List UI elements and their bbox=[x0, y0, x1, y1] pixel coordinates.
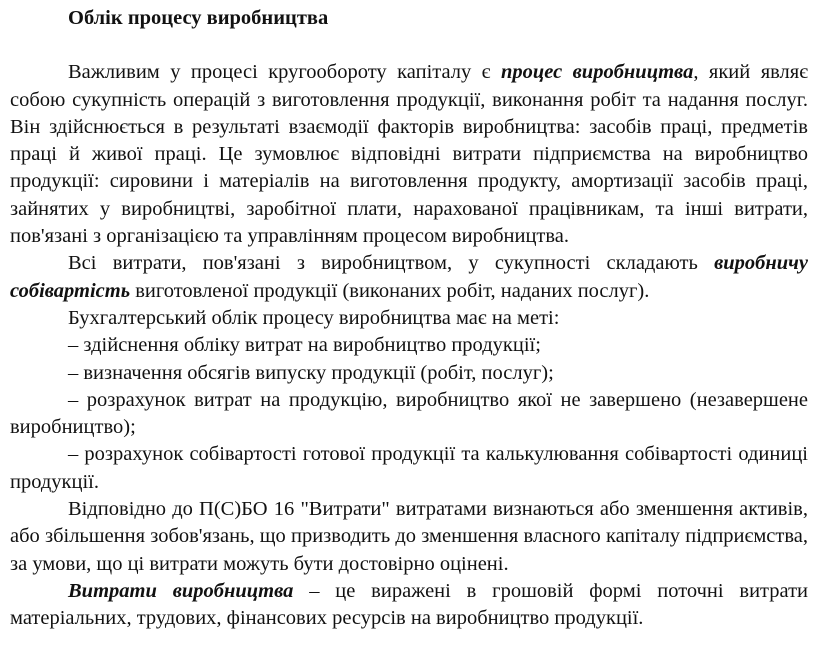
p2-text-b: виготовленої продукції (виконаних робіт, наданих послуг). bbox=[130, 279, 650, 302]
list-item-1: – здійснення обліку витрат на виробництво продукції; bbox=[68, 334, 541, 357]
p5-term: Витрати виробництва bbox=[68, 579, 294, 602]
spacer bbox=[10, 32, 808, 59]
p2-term: виробничу собівартість bbox=[10, 252, 808, 302]
paragraph-3: Бухгалтерський облік процесу виробництва має на меті: bbox=[68, 306, 560, 329]
p1-text-a: Важливим у процесі кругообороту капіталу є bbox=[68, 61, 501, 84]
paragraph-5 bbox=[10, 578, 808, 633]
p1-text-b: , який являє собою сукупність операцій з виготовлення продукції, виконання робіт та надання послуг. Він здійснюється в результаті взаємодії факторів виробництва: засобів праці, предметів праці й живої праці. Це зумовлює відповідні витрати підприємства на виробництво продукції: сировини і матеріалів на виготовлення продукту, амортизації засобів праці, зайнятих у виробництві, заробітної плати, нарахованої працівникам, та інші витрати, пов'язані з організацією та управлінням процесом виробництва. bbox=[10, 61, 808, 248]
list-item-2: – визначення обсягів випуску продукції (робіт, послуг); bbox=[68, 361, 554, 384]
list-item-3: – розрахунок витрат на продукцію, виробництво якої не завершено (незавершене виробництво); bbox=[10, 388, 808, 439]
list-item-4: – розрахунок собівартості готової продукції та калькулювання собівартості одиниці продукції. bbox=[10, 443, 808, 493]
p5-text: – це виражені в грошовій формі поточні витрати матеріальних, трудових, фінансових ресурсів на виробництво продукції. bbox=[10, 579, 809, 630]
paragraph-1 bbox=[10, 59, 808, 250]
p2-text-a: Всі витрати, пов'язані з виробництвом, у сукупності складають bbox=[68, 252, 715, 275]
document-title: Облік процесу виробництва bbox=[68, 7, 329, 29]
paragraph-4: Відповідно до П(С)БО 16 "Витрати" витратами визнаються або зменшення активів, або збільшення зобов'язань, що призводить до зменшення власного капіталу підприємства, за умови, що ці витрати можуть бути достовірно оцінені. bbox=[10, 498, 808, 575]
p1-term: процес виробництва bbox=[500, 61, 694, 84]
paragraph-2 bbox=[10, 250, 808, 305]
